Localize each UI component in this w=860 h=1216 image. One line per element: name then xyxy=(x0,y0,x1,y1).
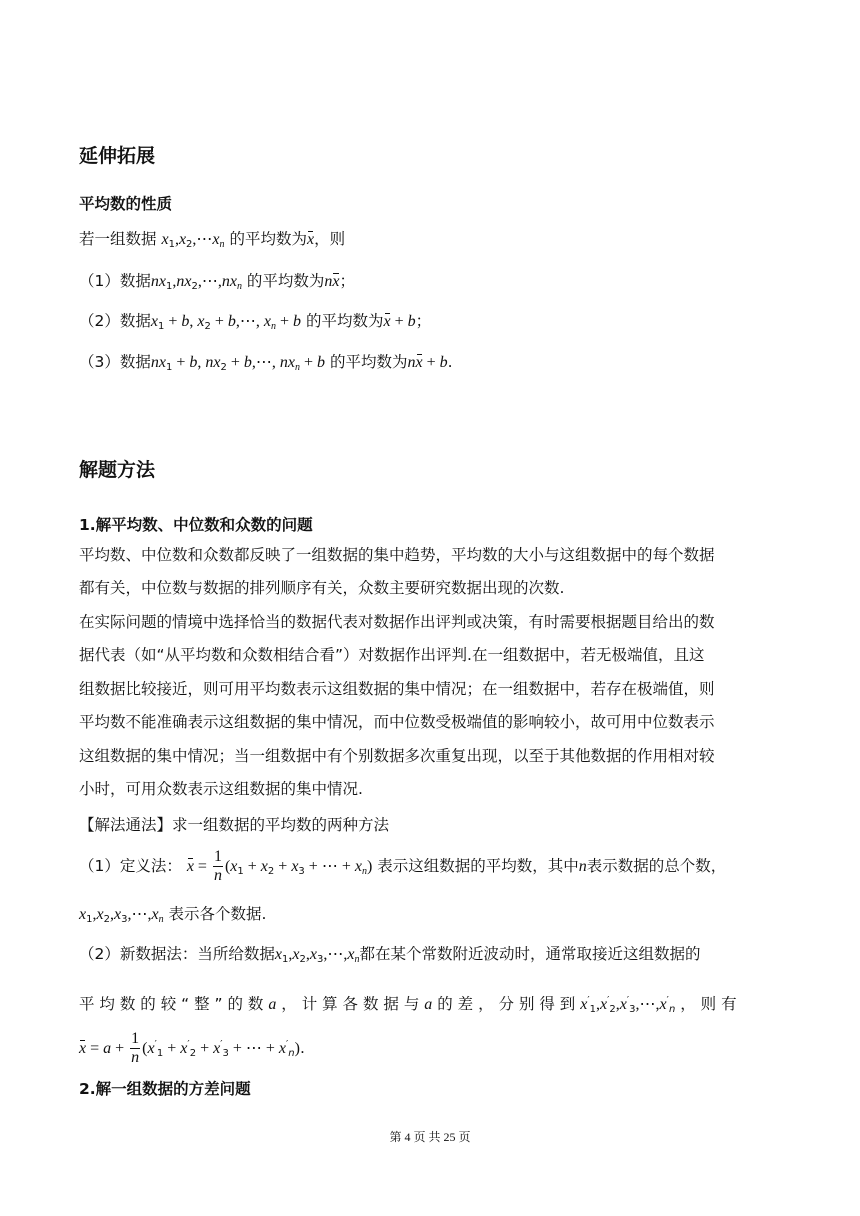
text: （2）新数据法：当所给数据 xyxy=(79,945,275,963)
paragraph-line: 在实际问题的情境中选择恰当的数据代表对数据作出评判或决策，有时需要根据题目给出的数 xyxy=(79,613,715,631)
text: 表示各个数据. xyxy=(168,905,267,923)
section-title-extension: 延伸拓展 xyxy=(79,145,156,167)
text: . xyxy=(447,353,453,371)
text: 都在某个常数附近波动时，通常取接近这组数据的 xyxy=(359,945,701,963)
text: 表示数据的总个数， xyxy=(586,857,727,875)
text: ； xyxy=(339,272,356,290)
avg-properties-title: 平均数的性质 xyxy=(79,195,173,213)
method-heading: 【解法通法】求一组数据的平均数的两种方法 xyxy=(79,816,390,834)
paragraph-line: 都有关，中位数与数据的排列顺序有关，众数主要研究数据出现的次数. xyxy=(79,579,565,597)
text: 的 差 ， 分 别 得 到 xyxy=(437,995,576,1013)
new-data-formula: x = a + $\frac{1}{n}$ ($x'_1 + x'_2 + x'_3$ + ⋯ + $x'_n$). xyxy=(79,1030,305,1066)
new-data-method-line-2: 平 均 数 的 较 “ 整 ” 的 数 a ， 计 算 各 数 据 与 a 的 差 ， 分 别 得 到 $x'_1,x'_2,x'_3,\cdots,x'_n$ ， 则 有 xyxy=(79,994,737,1015)
paragraph-line: 组数据比较接近，则可用平均数表示这组数据的集中情况；在一组数据中，若存在极端值，则 xyxy=(79,680,715,698)
section-title-methods: 解题方法 xyxy=(79,459,156,481)
text: 的平均数为 xyxy=(329,353,408,371)
definition-method-line: （1）定义法： x = $\frac{1}{n}$ ($x_1 + x_2 + x_3$ + ⋯ + $x_n$) 表示这组数据的平均数，其中n表示数据的总个数， xyxy=(79,848,727,884)
page-footer: 第 4 页 共 25 页 xyxy=(389,1130,471,1144)
text: . xyxy=(299,1039,305,1057)
text: ， 计 算 各 数 据 与 xyxy=(281,995,420,1013)
avg-item-1: （1）数据$nx_1,nx_2,\cdots,nx_n$ 的平均数为nx； xyxy=(79,272,356,292)
avg-intro-line: 若一组数据 $x_1,x_2,\cdots x_n$ 的平均数为x，则 xyxy=(79,230,346,250)
text: （1）数据 xyxy=(79,272,151,290)
text: ，则 xyxy=(314,230,346,248)
text: ， 则 有 xyxy=(680,995,737,1013)
paragraph-line: 平均数不能准确表示这组数据的集中情况，而中位数受极端值的影响较小，故可用中位数表示 xyxy=(79,713,715,731)
paragraph-line: 这组数据的集中情况；当一组数据中有个别数据多次重复出现，以至于其他数据的作用相对较 xyxy=(79,747,715,765)
text: 的平均数为 xyxy=(229,230,307,248)
text: 的平均数为 xyxy=(305,312,384,330)
subsection-title-1: 1.解平均数、中位数和众数的问题 xyxy=(79,516,313,534)
text: 若一组数据 xyxy=(79,230,157,248)
text: 的平均数为 xyxy=(246,272,325,290)
text: 表示这组数据的平均数，其中 xyxy=(377,857,579,875)
paragraph-line: 小时，可用众数表示这组数据的集中情况. xyxy=(79,780,363,798)
paragraph-line: 据代表（如“从平均数和众数相结合看”）对数据作出评判.在一组数据中，若无极端值，且这 xyxy=(79,646,705,664)
text: ； xyxy=(415,312,432,330)
avg-item-3: （3）数据$nx_1 + b$, $nx_2$ + b,⋯, $nx_n + b$ 的平均数为nx + b. xyxy=(79,353,453,373)
definition-method-line-2: $x_1,x_2,x_3,\cdots,x_n$ 表示各个数据. xyxy=(79,905,267,925)
paragraph-line: 平均数、中位数和众数都反映了一组数据的集中趋势，平均数的大小与这组数据中的每个数据 xyxy=(79,546,715,564)
text: （2）数据 xyxy=(79,312,151,330)
text: （3）数据 xyxy=(79,353,151,371)
subsection-title-2: 2.解一组数据的方差问题 xyxy=(79,1080,251,1098)
text: （1）定义法： xyxy=(79,857,182,875)
avg-item-2: （2）数据$x_1 + b$, $x_2$ + b,⋯, $x_n + b$ 的平均数为x + b； xyxy=(79,312,432,332)
new-data-method-line: （2）新数据法：当所给数据$x_1,x_2,x_3,\cdots,x_n$都在某个常数附近波动时，通常取接近这组数据的 xyxy=(79,945,701,965)
text: 平 均 数 的 较 “ 整 ” 的 数 xyxy=(79,995,264,1013)
